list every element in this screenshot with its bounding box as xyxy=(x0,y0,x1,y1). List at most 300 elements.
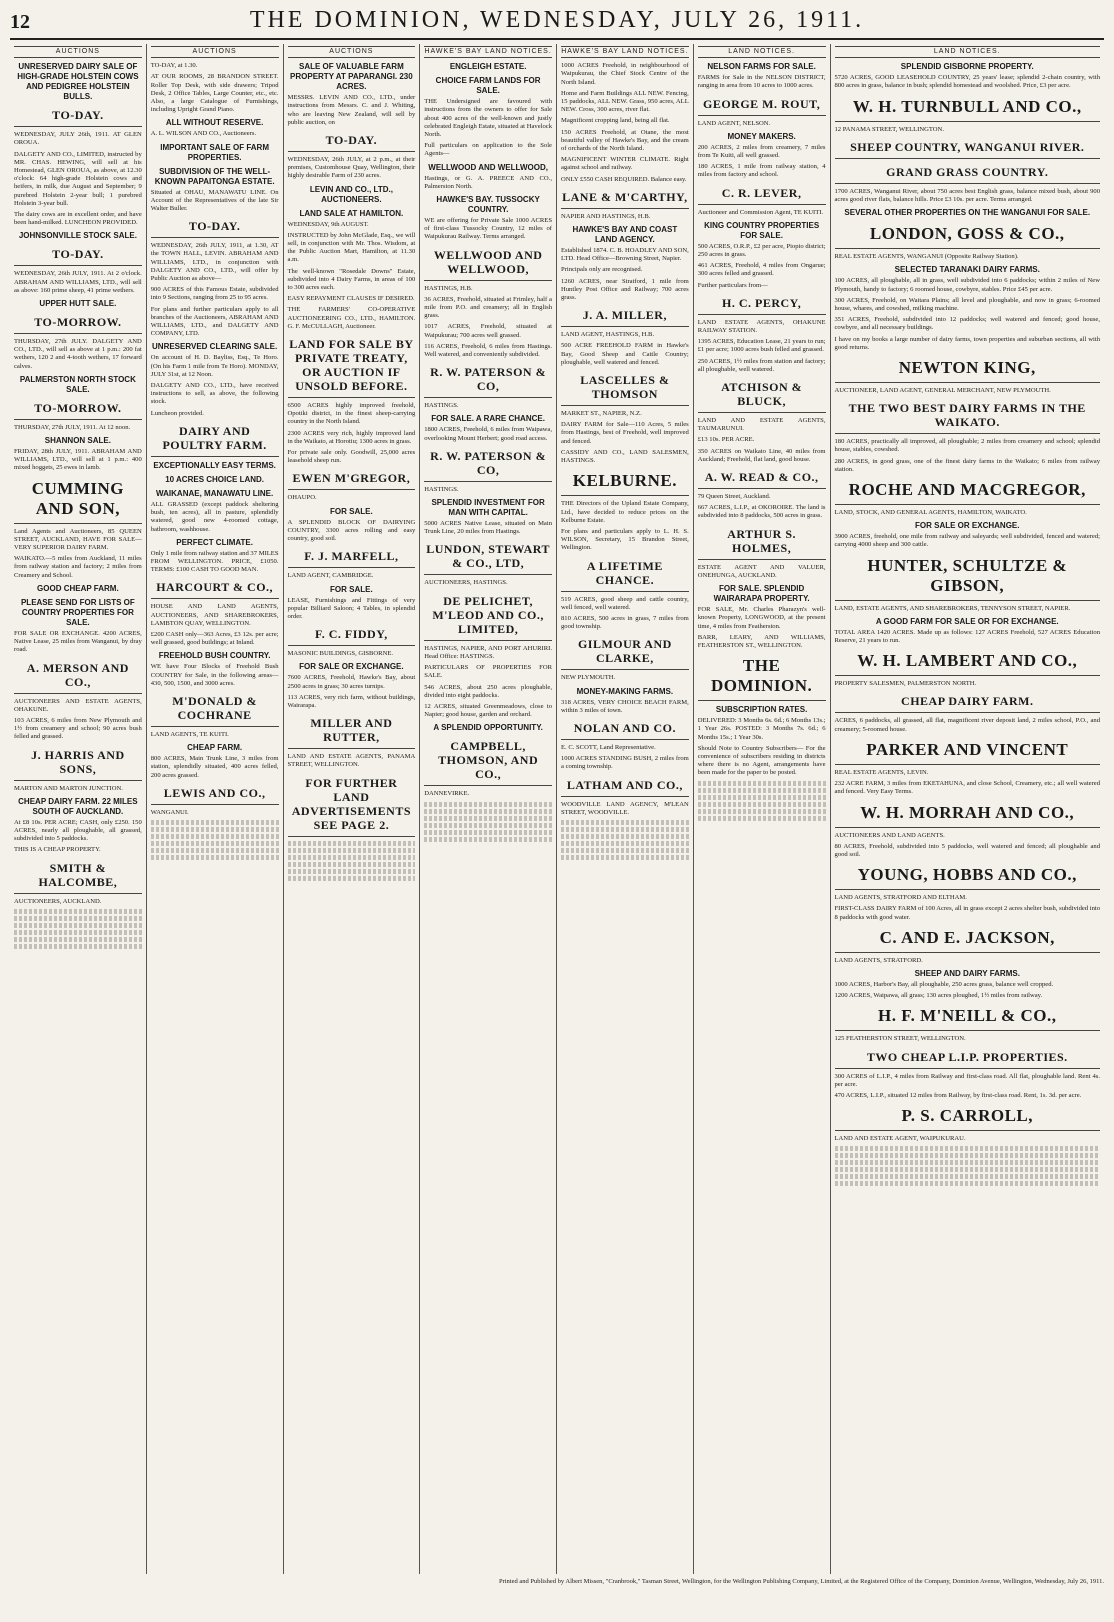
divider xyxy=(424,397,552,398)
ad-text: LAND, STOCK, AND GENERAL AGENTS, HAMILTON, WAIKATO. xyxy=(834,509,1027,517)
ad-heading: EXCEPTIONALLY EASY TERMS. xyxy=(153,460,276,470)
divider xyxy=(14,333,142,334)
ad-heading: SUBSCRIPTION RATES. xyxy=(715,705,808,715)
ad-text: THE Undersigned are favoured with instructions from the owners to offer for Sale about 400 acres of the well-known and justly celebrated Engleigh Estate, situated at Havelock North. xyxy=(424,98,552,139)
ad-heading: TO-DAY. xyxy=(52,108,104,123)
ad-heading: HUNTER, SCHULTZE & GIBSON, xyxy=(867,555,1068,595)
ad-text: 1700 ACRES, Wanganui River, about 750 acres best English grass, balance mixed bush, about 900 acres good river flats, balance hills. Price £3 10s. per acre. Terms arranged. xyxy=(834,187,1100,204)
ad-heading: H. C. PERCY, xyxy=(722,295,802,310)
newsprint-texture xyxy=(151,855,279,860)
ad-heading: A GOOD FARM FOR SALE OR FOR EXCHANGE. xyxy=(875,616,1059,626)
newsprint-texture xyxy=(424,816,552,821)
ad-heading: CHOICE FARM LANDS FOR SALE. xyxy=(435,76,541,96)
ad-text: WEDNESDAY, JULY 26th, 1911. AT GLEN OROUA. xyxy=(14,131,142,147)
ad-heading: JOHNSONVILLE STOCK SALE. xyxy=(18,231,137,241)
ad-heading: KELBURNE. xyxy=(572,471,677,491)
ad-text: The well-known "Rosedale Downs" Estate, subdivided into 4 Dairy Farms, in areas of 100 to 300 acres each. xyxy=(287,267,416,292)
ad-text: WEDNESDAY, 9th AUGUST. xyxy=(287,220,369,228)
ad-heading: FOR SALE. A RARE CHANCE. xyxy=(431,414,545,424)
divider xyxy=(288,567,416,568)
column-2 xyxy=(147,44,284,1574)
ad-heading: SUBDIVISION OF THE WELL-KNOWN PAPAITONGA ESTATE. xyxy=(154,166,275,186)
column-6 xyxy=(694,44,831,1574)
ad-text: MAGNIFICENT WINTER CLIMATE. Right against school and railway. xyxy=(561,156,689,172)
ad-text: LAND AGENTS, TE KUITI. xyxy=(150,730,229,738)
divider xyxy=(424,785,552,786)
ad-text: CASSIDY AND CO., LAND SALESMEN, HASTINGS. xyxy=(561,448,689,465)
divider xyxy=(561,405,689,406)
ad-text: LAND AGENTS, STRATFORD AND ELTHAM. xyxy=(834,894,967,902)
divider xyxy=(835,158,1101,159)
newsprint-texture xyxy=(288,869,416,874)
ad-heading: CHEAP DAIRY FARM. 22 MILES SOUTH OF AUCKLAND. xyxy=(18,796,138,816)
ad-heading: LEVIN AND CO., LTD., AUCTIONEERS. xyxy=(309,184,393,204)
ad-text: WEDNESDAY, 26th JULY, 1911. At 2 o'clock. ABRAHAM AND WILLIAMS, LTD., will sell as above: 160 prime sheep, 41 prime wethers. xyxy=(14,270,142,294)
ad-heading: J. HARRIS AND SONS, xyxy=(31,747,125,776)
ad-heading: R. W. PATERSON & CO, xyxy=(430,448,547,477)
ad-heading: DAIRY AND POULTRY FARM. xyxy=(162,423,267,452)
ad-text: FIRST-CLASS DAIRY FARM of 100 Acres, all in grass except 2 acres shelter bush, subdivided into 8 paddocks with good water. xyxy=(834,905,1100,921)
ad-text: 300 ACRES, Freehold, on Waitara Plains; all level and ploughable, and now in grass; 6-roomed house, whares, and cowshed, milking machine. xyxy=(834,296,1100,313)
ad-text: £200 CASH only—363 Acres, £3 12s. per acre; well grassed, good buildings; at Inland. xyxy=(150,630,279,647)
divider xyxy=(424,481,552,482)
section-heading: AUCTIONS xyxy=(14,46,142,58)
ad-heading: THE DOMINION. xyxy=(710,656,813,696)
newsprint-texture xyxy=(288,862,416,867)
ad-heading: P. S. CARROLL, xyxy=(901,1106,1034,1126)
divider xyxy=(14,893,142,894)
ad-heading: C. R. LEVER, xyxy=(721,185,802,200)
divider xyxy=(288,836,416,837)
ad-heading: R. W. PATERSON & CO, xyxy=(430,365,547,394)
ad-heading: THE TWO BEST DAIRY FARMS IN THE WAIKATO. xyxy=(848,401,1086,430)
newspaper-columns xyxy=(10,44,1104,1574)
ad-heading: ALL WITHOUT RESERVE. xyxy=(165,118,264,128)
ad-text: Situated at OHAU, MANAWATU LINE. On Account of the Representatives of the late Sir Walter Buller. xyxy=(150,188,279,213)
ad-text: TO-DAY, at 1.30. xyxy=(150,62,198,70)
newsprint-texture xyxy=(288,876,416,881)
ad-text: 800 ACRES, Main Trunk Line, 3 miles from station, splendidly situated, 400 acres felled, 200 acres grassed. xyxy=(150,755,279,779)
ad-heading: PALMERSTON NORTH STOCK SALE. xyxy=(19,374,136,394)
ad-heading: SEVERAL OTHER PROPERTIES ON THE WANGANUI FOR SALE. xyxy=(844,208,1091,218)
newsprint-texture xyxy=(561,848,689,853)
ad-heading: UNRESERVED DAIRY SALE OF HIGH-GRADE HOLSTEIN COWS AND PEDIGREE HOLSTEIN BULLS. xyxy=(17,62,139,102)
ad-text: NEW PLYMOUTH. xyxy=(561,674,616,682)
newsprint-texture xyxy=(14,909,142,914)
ad-text: LAND AND ESTATE AGENT, WAIPUKURAU. xyxy=(834,1135,966,1143)
ad-text: 500 ACRES, O.R.P., £2 per acre, Piopio district; 250 acres in grass. xyxy=(697,242,826,259)
ad-text: £13 10s. PER ACRE. xyxy=(697,436,755,444)
ad-text: 116 ACRES, Freehold, 6 miles from Hastings. Well watered, and conveniently subdivided. xyxy=(424,342,552,359)
section-heading: AUCTIONS xyxy=(288,46,416,58)
ad-text: AT OUR ROOMS, 28 BRANDON STREET. Roller Top Desk, with side drawers; Tripod Desk, 2 Office Tables, Large Counter, etc., etc. Also, a large Catalogue of Furnishings, including Upright Grand Piano. xyxy=(150,73,279,114)
newsprint-texture xyxy=(14,944,142,949)
divider xyxy=(835,600,1101,601)
ad-text: Magnificent cropping land, being all flat. xyxy=(561,117,670,125)
ad-heading: FOR SALE OR EXCHANGE. xyxy=(915,521,1020,531)
ad-heading: TWO CHEAP L.I.P. PROPERTIES. xyxy=(866,1049,1068,1064)
section-heading: HAWKE'S BAY LAND NOTICES. xyxy=(424,46,552,58)
newsprint-texture xyxy=(424,802,552,807)
ad-heading: SHEEP COUNTRY, WANGANUI RIVER. xyxy=(850,139,1085,154)
ad-heading: UPPER HUTT SALE. xyxy=(39,299,117,309)
ad-heading: WELLWOOD AND WELLWOOD, xyxy=(428,162,548,172)
newsprint-texture xyxy=(151,848,279,853)
ad-heading: A. MERSON AND CO., xyxy=(26,660,129,689)
ad-heading: NELSON FARMS FOR SALE. xyxy=(707,62,816,72)
ad-heading: HAWKE'S BAY AND COAST LAND AGENCY. xyxy=(572,225,678,245)
divider xyxy=(14,126,142,127)
ad-text: 5720 ACRES, GOOD LEASEHOLD COUNTRY, 25 years' lease; splendid 2-chain country, with 800 acres in grass, balance in bush; splendid homestead and woolshed. Price, £3 per acre. xyxy=(834,74,1100,90)
newsprint-texture xyxy=(424,809,552,814)
divider xyxy=(14,265,142,266)
ad-text: 1200 ACRES, Waipawa, all grass; 130 acres ploughed, 1½ miles from railway. xyxy=(834,992,1043,1000)
newsprint-texture xyxy=(561,841,689,846)
ad-heading: SELECTED TARANAKI DAIRY FARMS. xyxy=(894,265,1040,275)
newsprint-texture xyxy=(698,788,826,793)
ad-text: LAND ESTATE AGENTS, OHAKUNE RAILWAY STATION. xyxy=(697,318,826,335)
ad-text: REAL ESTATE AGENTS, LEVIN. xyxy=(834,768,929,776)
ad-text: 1000 ACRES, Harbor's Bay, all ploughable, 250 acres grass, balance well cropped. xyxy=(834,980,1054,988)
divider xyxy=(151,237,279,238)
ad-text: AUCTIONEERS, AUCKLAND. xyxy=(14,897,102,905)
newsprint-texture xyxy=(835,1174,1101,1179)
divider xyxy=(835,764,1101,765)
ad-text: LAND AGENTS, STRATFORD. xyxy=(834,956,923,964)
ad-text: Only 1 mile from railway station and 37 MILES FROM WELLINGTON. PRICE, £1050. TERMS: £100 CASH TO GOOD MAN. xyxy=(150,549,279,574)
ad-text: 318 ACRES, VERY CHOICE BEACH FARM, within 3 miles of town. xyxy=(561,698,689,714)
ad-heading: LAND SALE AT HAMILTON. xyxy=(299,208,404,218)
newsprint-texture xyxy=(698,802,826,807)
ad-heading: LONDON, GOSS & CO., xyxy=(869,224,1065,244)
column-3 xyxy=(284,44,421,1574)
ad-heading: M'DONALD & COCHRANE xyxy=(172,693,257,722)
ad-text: LAND AGENT, CAMBRIDGE. xyxy=(287,572,374,580)
ad-text: LAND AND ESTATE AGENTS, PANAMA STREET, WELLINGTON. xyxy=(287,753,416,769)
divider xyxy=(561,796,689,797)
ad-text: THURSDAY, 27th JULY. DALGETY AND CO., LTD., will sell as above at 1 p.m.: 200 fat wethers, 120 2 and 4-tooth wethers, 17 forward calves. xyxy=(14,338,142,370)
section-heading: LAND NOTICES. xyxy=(698,46,826,58)
ad-text: AUCTIONEERS AND ESTATE AGENTS, OHAKUNE. xyxy=(14,697,142,713)
ad-text: E. C. SCOTT, Land Representative. xyxy=(561,743,656,751)
ad-text: OHAUPO. xyxy=(287,494,317,502)
divider xyxy=(835,889,1101,890)
ad-text: 351 ACRES, Freehold, subdivided into 12 paddocks; well watered and fenced; good house, cowbyre, and all necessary buildings. xyxy=(834,316,1100,332)
newsprint-texture xyxy=(561,855,689,860)
ad-heading: LATHAM AND CO., xyxy=(566,777,683,792)
ad-text: FARMS for Sale in the NELSON DISTRICT, ranging in area from 10 acres to 1000 acres. xyxy=(697,74,826,90)
newsprint-texture xyxy=(835,1153,1101,1158)
newsprint-texture xyxy=(151,820,279,825)
ad-heading: MILLER AND RUTTER, xyxy=(310,716,393,745)
ad-text: DAIRY FARM for Sale—110 Acres, 5 miles from Hastings, best of Freehold, well improved and fenced. xyxy=(561,421,689,445)
newsprint-texture xyxy=(151,827,279,832)
ad-text: 461 ACRES, Freehold, 4 miles from Ongarue; 300 acres felled and grassed. xyxy=(697,262,826,278)
ad-text: MARKET ST., NAPIER, N.Z. xyxy=(561,410,642,418)
ad-heading: FOR SALE. xyxy=(330,584,373,594)
ad-heading: NOLAN AND CO. xyxy=(573,720,676,735)
ad-text: Further particulars from— xyxy=(697,281,768,289)
ad-text: ACRES, 6 paddocks, all grassed, all flat, magnificent river deposit land, 2 miles school, P.O., and creamery; 5-roomed house. xyxy=(834,717,1100,733)
ad-text: For plans and particulars apply to L. H. S. WILSON, Secretary, 15 Brandon Street, Wellington. xyxy=(561,527,689,552)
newsprint-texture xyxy=(14,937,142,942)
ad-text: HASTINGS. xyxy=(424,485,459,493)
ad-text: 103 ACRES, 6 miles from New Plymouth and 1½ from creamery and school; 90 acres bush felled and grassed. xyxy=(14,716,142,741)
ad-text: 519 ACRES, good sheep and cattle country, well fenced, well watered. xyxy=(561,595,689,611)
divider xyxy=(698,412,826,413)
divider xyxy=(288,748,416,749)
ad-text: 150 ACRES Freehold, at Otane, the most beautiful valley of Hawke's Bay, and the cream of orchards of the North Island. xyxy=(561,128,689,153)
ad-text: LEASE, Furnishings and Fittings of very popular Billiard Saloon; 4 Tables, in splendid order. xyxy=(287,596,416,620)
ad-text: DELIVERED: 3 Months 6s. 6d.; 6 Months 13s.; 1 Year 26s. POSTED: 3 Months 7s. 6d.; 6 Months 15s.; 1 Year 30s. xyxy=(697,717,826,741)
ad-heading: LAND FOR SALE BY PRIVATE TREATY, OR AUCTION IF UNSOLD BEFORE. xyxy=(289,337,414,394)
ad-text: A. L. WILSON AND CO., Auctioneers. xyxy=(150,130,257,138)
ad-text: HOUSE AND LAND AGENTS, AUCTIONEERS, AND SHAREBROKERS, LAMBTON QUAY, WELLINGTON. xyxy=(150,603,279,627)
ad-heading: 10 ACRES CHOICE LAND. xyxy=(165,474,265,484)
ad-text: 250 ACRES, 1½ miles from station and factory; all ploughable, well watered. xyxy=(697,357,826,373)
ad-heading: LASCELLES & THOMSON xyxy=(580,373,670,402)
divider xyxy=(424,640,552,641)
ad-heading: FOR SALE. xyxy=(330,506,373,516)
ad-text: 5000 ACRES Native Lease, situated on Main Trunk Line, 20 miles from Hastings. xyxy=(424,520,552,536)
ad-text: LAND AGENT, NELSON. xyxy=(697,119,771,127)
ad-text: 232 ACRE FARM, 3 miles from EKETAHUNA, and close School, Creamery, etc.; all well watered and fenced. Very Easy Terms. xyxy=(834,780,1100,796)
ad-text: 200 ACRES, 2 miles from creamery, 7 miles from Te Kuiti, all well grassed. xyxy=(697,143,826,160)
ad-text: 12 PANAMA STREET, WELLINGTON. xyxy=(834,125,944,133)
divider xyxy=(698,700,826,701)
ad-heading: LEWIS AND CO., xyxy=(163,785,266,800)
ad-text: Should Note to Country Subscribers— For the convenience of subscribers residing in districts where there is no Agent, arrangements have been made for the paper to be posted. xyxy=(697,744,826,777)
ad-text: FRIDAY, 28th JULY, 1911. ABRAHAM AND WILLIAMS, LTD., will sell at 1 p.m.: 400 mixed hoggets, 25 ewes in lamb. xyxy=(14,448,142,472)
divider xyxy=(14,419,142,420)
newsprint-texture xyxy=(424,837,552,842)
ad-heading: ATCHISON & BLUCK, xyxy=(721,380,803,409)
ad-heading: DE PELICHET, M'LEOD AND CO., LIMITED, xyxy=(432,593,544,636)
ad-text: 6500 ACRES highly improved freehold, Opotiki district, in the finest sheep-carrying country in the North Island. xyxy=(287,402,416,426)
newsprint-texture xyxy=(835,1181,1101,1186)
ad-text: Auctioneer and Commission Agent, TE KUITI. xyxy=(697,208,824,216)
ad-text: LAND, ESTATE AGENTS, AND SHAREBROKERS, TENNYSON STREET, NAPIER. xyxy=(834,604,1071,612)
ad-heading: TO-MORROW. xyxy=(34,315,122,330)
divider xyxy=(835,952,1101,953)
divider xyxy=(561,326,689,327)
ad-text: 350 ACRES on Waikato Line, 40 miles from Auckland; Freehold, flat land, good house. xyxy=(697,447,826,463)
ad-text: LAND AGENT, HASTINGS, H.B. xyxy=(561,331,655,339)
ad-heading: TO-DAY. xyxy=(52,247,104,262)
ad-heading: W. H. MORRAH AND CO., xyxy=(860,802,1075,822)
ad-heading: TO-MORROW. xyxy=(34,400,122,415)
ad-text: Principals only are recognised. xyxy=(561,266,643,274)
newsprint-texture xyxy=(561,820,689,825)
ad-text: Established 1874. C. B. HOADLEY AND SON, LTD. Head Office—Browning Street, Napier. xyxy=(561,247,689,263)
ad-heading: CAMPBELL, THOMSON, AND CO., xyxy=(438,739,539,782)
ad-text: 280 ACRES, in good grass, one of the finest dairy farms in the Waikato; 6 miles from railway station. xyxy=(834,457,1100,473)
ad-heading: J. A. MILLER, xyxy=(582,308,667,323)
ad-text: 180 ACRES, 1 mile from railway station, 4 miles from factory and school. xyxy=(697,163,826,179)
ad-text: DANNEVIRKE. xyxy=(424,790,470,798)
divider xyxy=(151,598,279,599)
ad-text: Land Agents and Auctioneers, 85 QUEEN STREET, AUCKLAND, HAVE FOR SALE— VERY SUPERIOR DAIRY FARM. xyxy=(14,527,142,552)
divider xyxy=(561,591,689,592)
ad-text: Hastings, or G. A. PREECE AND CO., Palmerston North. xyxy=(424,174,552,190)
ad-heading: ARTHUR S. HOLMES, xyxy=(727,526,796,555)
ad-text: 667 ACRES, L.I.P., at OKOROIRE. The land is subdivided into 8 paddocks, 500 acres in grass. xyxy=(697,504,826,520)
ad-text: 1000 ACRES Freehold, in neighbourhood of Waipukurau, the Chief Stock Centre of the North Island. xyxy=(561,62,689,86)
ad-text: WEDNESDAY, 26th JULY, at 2 p.m., at their premises, Customhouse Quay, Wellington, their highly desirable Farm of 230 acres. xyxy=(287,156,416,180)
divider xyxy=(835,1030,1101,1031)
ad-heading: UNRESERVED CLEARING SALE. xyxy=(152,342,278,352)
ad-text: WANGANUI. xyxy=(150,808,189,816)
ad-text: THIS IS A CHEAP PROPERTY. xyxy=(14,846,101,854)
ad-heading: GILMOUR AND CLARKE, xyxy=(577,637,672,666)
ad-text: 2300 ACRES very rich, highly improved land in the Waikato, at Horotiu; 1300 acres in grass. xyxy=(287,429,416,445)
ad-text: WEDNESDAY, 26th JULY, 1911, at 1.30, AT the TOWN HALL, LEVIN. ABRAHAM AND WILLIAMS, LTD., in conjunction with DALGETY AND CO., LTD., will offer by Public Auction as above— xyxy=(150,242,279,283)
ad-text: AUCTIONEER, LAND AGENT, GENERAL MERCHANT, NEW PLYMOUTH. xyxy=(834,387,1051,395)
ad-heading: FREEHOLD BUSH COUNTRY. xyxy=(158,651,271,661)
ad-heading: PERFECT CLIMATE. xyxy=(176,537,253,547)
divider xyxy=(14,693,142,694)
ad-text: 546 ACRES, about 250 acres ploughable, divided into eight paddocks. xyxy=(424,683,552,699)
ad-text: PARTICULARS OF PROPERTIES FOR SALE. xyxy=(424,664,552,680)
divider xyxy=(561,208,689,209)
ad-heading: SHANNON SALE. xyxy=(44,436,111,446)
ad-text: 79 Queen Street, Auckland. xyxy=(697,493,771,501)
ad-text: 3900 ACRES, freehold, one mile from railway and saleyards; well subdivided, fenced and watered; carrying 4000 sheep and 300 cattle. xyxy=(834,533,1100,549)
ad-heading: EWEN M'GREGOR, xyxy=(292,471,411,486)
newsprint-texture xyxy=(151,841,279,846)
ad-heading: LANE & M'CARTHY, xyxy=(562,189,688,204)
ad-heading: KING COUNTRY PROPERTIES FOR SALE. xyxy=(704,220,820,240)
ad-heading: GOOD CHEAP FARM. xyxy=(37,583,119,593)
divider xyxy=(835,675,1101,676)
ad-text: WE have Four Blocks of Freehold Bush COUNTRY for Sale, in the following areas—430, 500, 1500, and 3000 acres. xyxy=(150,663,279,687)
ad-text: WAIKATO.—5 miles from Auckland, 11 miles from railway station and factory; 2 miles from Creamery and School. xyxy=(14,555,142,579)
ad-text: AUCTIONEERS AND LAND AGENTS. xyxy=(834,831,945,839)
ad-heading: HAWKE'S BAY. TUSSOCKY COUNTRY. xyxy=(436,195,540,215)
printer-imprint: Printed and Published by Albert Missen, "Cranbrook," Tasman Street, Wellington, for the Wellington Publishing Company, Limited, at the Registered Office of the Company, Dominion Avenue, Wellington, Wednesday, July 26, 1911. xyxy=(498,1578,1104,1585)
divider xyxy=(835,183,1101,184)
divider xyxy=(288,645,416,646)
divider xyxy=(561,495,689,496)
ad-heading: W. H. LAMBERT AND CO., xyxy=(857,651,1078,671)
ad-heading: MONEY MAKERS. xyxy=(727,131,796,141)
ad-text: THE FARMERS' CO-OPERATIVE AUCTIONEERING CO., LTD., HAMILTON. G. F. McCULLAGH, Auctioneer. xyxy=(287,306,416,330)
ad-text: WE are offering for Private Sale 1000 ACRES of first-class Tussocky Country, 12 miles of Waipukurau Railway. Terms arranged. xyxy=(424,217,552,241)
ad-text: 113 ACRES, very rich farm, without buildings, Wairarapa. xyxy=(287,693,416,709)
ad-text: Home and Farm Buildings ALL NEW. Fencing, 15 paddocks, ALL NEW. Grass, 950 acres, ALL NEW. Cross, 300 acres, river flat. xyxy=(561,89,689,114)
ad-text: 1260 ACRES, near Stratford, 1 mile from Huntley Post Office and Railway; 700 acres grass. xyxy=(561,277,689,302)
newsprint-texture xyxy=(14,916,142,921)
ad-heading: F. C. FIDDY, xyxy=(314,627,388,642)
ad-text: For private sale only. Goodwill, 25,000 acres leasehold sheep run. xyxy=(287,449,416,465)
ad-heading: NEWTON KING, xyxy=(898,358,1036,378)
ad-text: 1800 ACRES, Freehold, 6 miles from Waipawa, overlooking Mount Herbert; good road access. xyxy=(424,426,552,442)
newspaper-title: THE DOMINION, WEDNESDAY, JULY 26, 1911. xyxy=(249,7,865,33)
divider xyxy=(151,726,279,727)
newsprint-texture xyxy=(835,1160,1101,1165)
divider xyxy=(835,504,1101,505)
ad-heading: ROCHE AND MACGREGOR, xyxy=(848,480,1086,500)
divider xyxy=(835,827,1101,828)
ad-text: HASTINGS, NAPIER, AND PORT AHURIRI. Head Office: HASTINGS. xyxy=(424,644,552,660)
newsprint-texture xyxy=(835,1167,1101,1172)
ad-text: At £8 10s. PER ACRE; CASH, only £250. 150 ACRES, nearly all ploughable, all grassed, subdivided into 5 paddocks. xyxy=(14,818,142,843)
ad-text: BARR, LEARY, AND WILLIAMS, FEATHERSTON ST., WELLINGTON. xyxy=(697,633,826,649)
divider xyxy=(698,204,826,205)
newsprint-texture xyxy=(288,855,416,860)
ad-heading: PARKER AND VINCENT xyxy=(866,739,1069,759)
column-7 xyxy=(831,44,1105,1574)
divider xyxy=(835,1068,1101,1069)
ad-text: TOTAL AREA 1420 ACRES. Made up as follows: 127 ACRES Freehold, 527 ACRES Education Reserve, 21 years to run. xyxy=(834,628,1100,645)
column-4 xyxy=(420,44,557,1574)
ad-text: ESTATE AGENT AND VALUER, ONEHUNGA, AUCKLAND. xyxy=(697,563,826,579)
ad-text: 1017 ACRES, Freehold, situated at Waipukurau; 700 acres well grassed. xyxy=(424,323,552,339)
ad-text: 810 ACRES, 500 acres in grass, 7 miles from good township. xyxy=(561,614,689,631)
newsprint-texture xyxy=(698,795,826,800)
ad-text: MARTON AND MARTON JUNCTION. xyxy=(14,784,123,792)
ad-text: Luncheon provided. xyxy=(150,409,204,417)
ad-heading: W. H. TURNBULL AND CO., xyxy=(852,96,1082,116)
divider xyxy=(151,456,279,457)
ad-text: MESSRS. LEVIN AND CO., LTD., under instructions from Messrs. C. and J. Whiting, who are leaving New Zealand, will sell by public auction, on xyxy=(287,94,416,126)
ad-heading: FOR SALE OR EXCHANGE. xyxy=(299,662,404,672)
ad-heading: ENGLEIGH ESTATE. xyxy=(449,62,527,72)
ad-text: FOR SALE, Mr. Charles Pharazyn's well-known Property, LONGWOOD, at the present time, 4 miles from Featherston. xyxy=(697,606,826,630)
divider xyxy=(288,151,416,152)
ad-heading: GEORGE M. ROUT, xyxy=(702,96,821,111)
column-5 xyxy=(557,44,694,1574)
ad-text: DALGETY AND CO., LTD., have received instructions to sell, as above, the following stock. xyxy=(150,382,279,406)
section-heading: HAWKE'S BAY LAND NOTICES. xyxy=(561,46,689,58)
ad-heading: IMPORTANT SALE OF FARM PROPERTIES. xyxy=(160,142,269,162)
divider xyxy=(698,559,826,560)
ad-text: INSTRUCTED by John McGlade, Esq., we will sell, in conjunction with Mr. Thos. Wisdom, at the Public Auction Mart, Hamilton, at 11.30 a.m. xyxy=(287,231,416,264)
divider xyxy=(835,121,1101,122)
newsprint-texture xyxy=(288,848,416,853)
ad-heading: A. W. READ & CO., xyxy=(704,470,819,485)
divider xyxy=(835,382,1101,383)
ad-heading: WELLWOOD AND WELLWOOD, xyxy=(433,247,543,276)
masthead xyxy=(10,0,1104,40)
ad-text: PROPERTY SALESMEN, PALMERSTON NORTH. xyxy=(834,680,977,688)
ad-text: The dairy cows are in excellent order, and have been hand-milked. LUNCHEON PROVIDED. xyxy=(14,211,142,227)
ad-heading: TO-DAY. xyxy=(188,219,241,234)
ad-text: MASONIC BUILDINGS, GISBORNE. xyxy=(287,650,394,658)
ad-text: For plans and further particulars apply to all branches of the Auctioneers, ABRAHAM AND WILLIAMS, LTD., and DALGETY AND COMPANY, LTD. xyxy=(150,305,279,338)
ad-heading: SPLENDID INVESTMENT FOR MAN WITH CAPITAL. xyxy=(431,498,545,518)
column-1 xyxy=(10,44,147,1574)
ad-heading: GRAND GRASS COUNTRY. xyxy=(886,164,1049,179)
ad-heading: CHEAP DAIRY FARM. xyxy=(901,694,1034,709)
newsprint-texture xyxy=(151,834,279,839)
divider xyxy=(14,780,142,781)
ad-heading: C. AND E. JACKSON, xyxy=(879,927,1055,947)
section-heading: AUCTIONS xyxy=(151,46,279,58)
newsprint-texture xyxy=(561,827,689,832)
ad-heading: SALE OF VALUABLE FARM PROPERTY AT PAPARANGI. 230 ACRES. xyxy=(290,62,413,92)
ad-text: On account of H. D. Bayliss, Esq., Te Horo. (On his Farm 1 mile from Te Horo). MONDAY, JULY 31st, at 12 Noon. xyxy=(150,354,279,378)
ad-text: NAPIER AND HASTINGS, H.B. xyxy=(561,212,651,220)
ad-text: Full particulars on application to the Sole Agents— xyxy=(424,142,552,158)
newsprint-texture xyxy=(698,781,826,786)
ad-heading: PLEASE SEND FOR LISTS OF COUNTRY PROPERTIES FOR SALE. xyxy=(20,597,135,627)
ad-text: AUCTIONEERS, HASTINGS. xyxy=(424,579,508,587)
ad-text: EASY REPAYMENT CLAUSES IF DESIRED. xyxy=(287,295,415,303)
ad-heading: WAIKANAE, MANAWATU LINE. xyxy=(156,488,274,498)
newsprint-texture xyxy=(14,923,142,928)
ad-text: FOR SALE OR EXCHANGE. 4200 ACRES, Native Lease, 25 miles from Wanganui, by dray road. xyxy=(14,629,142,654)
